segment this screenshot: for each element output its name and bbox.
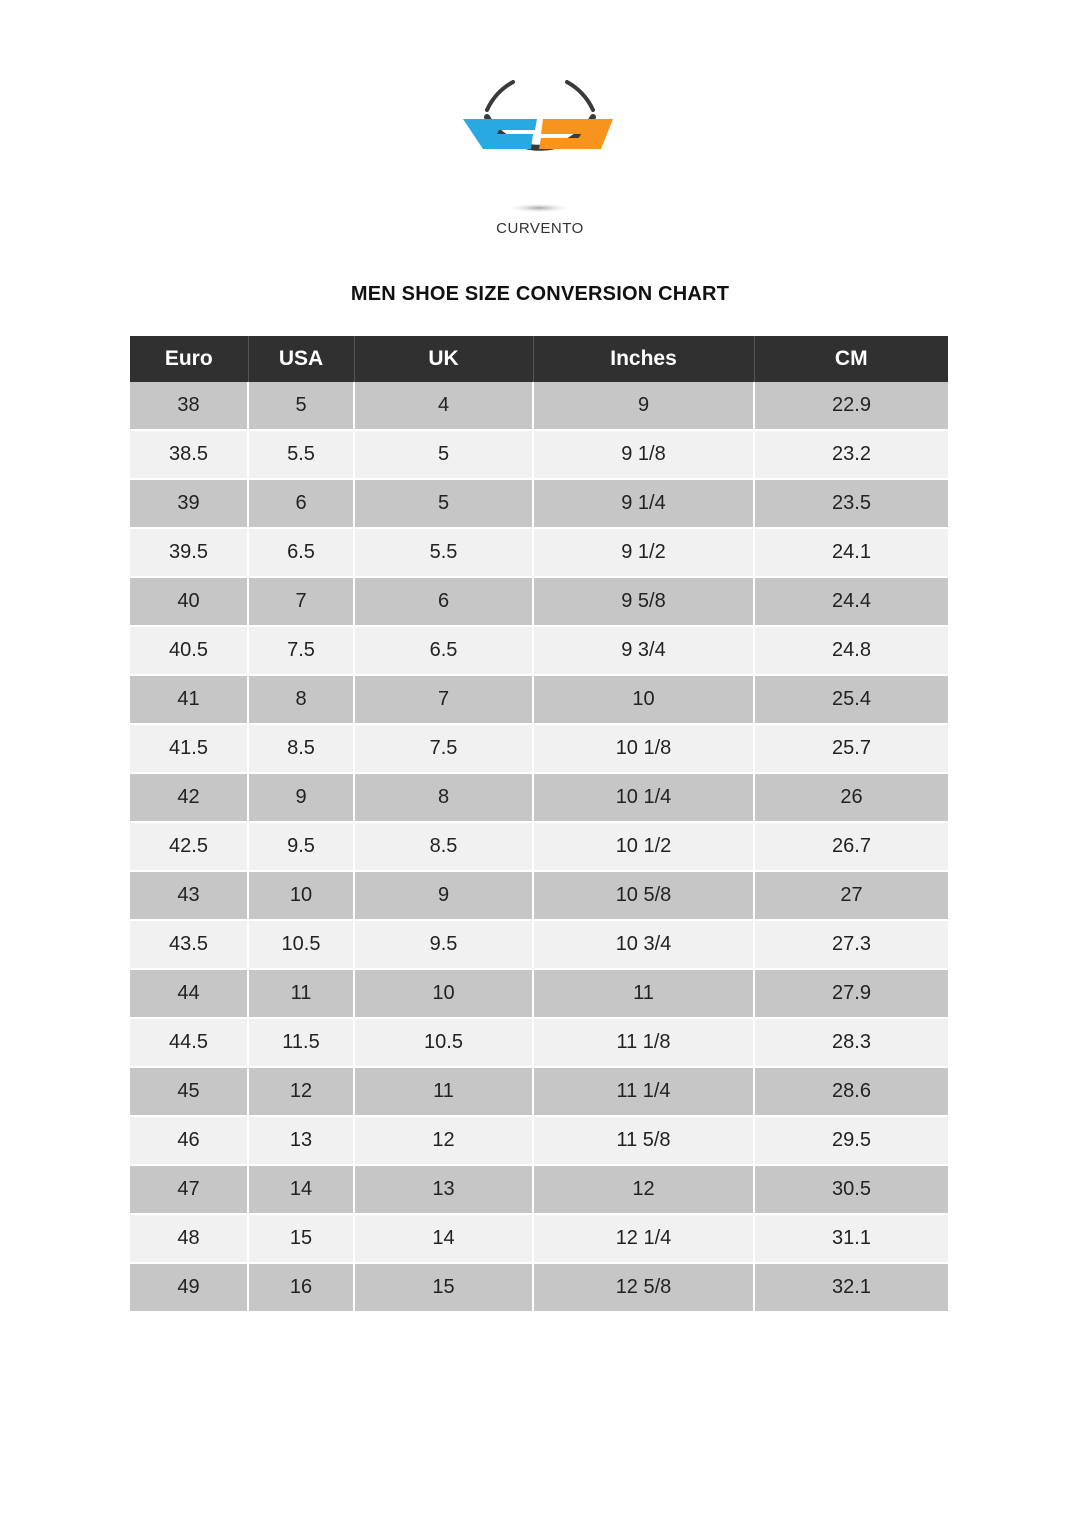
cell-cm: 25.7 bbox=[754, 724, 948, 773]
cell-usa: 16 bbox=[248, 1263, 354, 1312]
size-conversion-table bbox=[130, 336, 948, 1313]
cell-cm: 24.8 bbox=[754, 626, 948, 675]
table-row bbox=[130, 1018, 948, 1067]
table-row bbox=[130, 430, 948, 479]
cell-uk: 5 bbox=[354, 479, 533, 528]
cell-uk: 8.5 bbox=[354, 822, 533, 871]
cell-euro: 48 bbox=[130, 1214, 248, 1263]
cell-uk: 11 bbox=[354, 1067, 533, 1116]
cell-uk: 7 bbox=[354, 675, 533, 724]
cell-uk: 10.5 bbox=[354, 1018, 533, 1067]
cell-euro: 42.5 bbox=[130, 822, 248, 871]
cell-euro: 39.5 bbox=[130, 528, 248, 577]
cell-cm: 22.9 bbox=[754, 382, 948, 430]
cell-usa: 11.5 bbox=[248, 1018, 354, 1067]
cell-uk: 10 bbox=[354, 969, 533, 1018]
cell-inches: 9 bbox=[533, 382, 754, 430]
cell-cm: 23.2 bbox=[754, 430, 948, 479]
cell-euro: 38.5 bbox=[130, 430, 248, 479]
cell-euro: 46 bbox=[130, 1116, 248, 1165]
table-row bbox=[130, 479, 948, 528]
logo-ring-top-right bbox=[567, 82, 593, 110]
table-row bbox=[130, 1165, 948, 1214]
cell-uk: 9 bbox=[354, 871, 533, 920]
cell-usa: 11 bbox=[248, 969, 354, 1018]
header-uk: UK bbox=[354, 336, 533, 382]
cell-usa: 10 bbox=[248, 871, 354, 920]
cell-usa: 13 bbox=[248, 1116, 354, 1165]
page-title: MEN SHOE SIZE CONVERSION CHART bbox=[350, 283, 730, 305]
cell-usa: 12 bbox=[248, 1067, 354, 1116]
cell-euro: 43.5 bbox=[130, 920, 248, 969]
cell-cm: 23.5 bbox=[754, 479, 948, 528]
cell-inches: 11 1/4 bbox=[533, 1067, 754, 1116]
header-euro: Euro bbox=[130, 336, 248, 382]
cell-inches: 11 1/8 bbox=[533, 1018, 754, 1067]
cell-usa: 14 bbox=[248, 1165, 354, 1214]
cell-inches: 9 1/8 bbox=[533, 430, 754, 479]
logo-shadow bbox=[505, 203, 573, 213]
cell-inches: 9 5/8 bbox=[533, 577, 754, 626]
cell-usa: 9.5 bbox=[248, 822, 354, 871]
table-row bbox=[130, 969, 948, 1018]
curvento-logo bbox=[455, 70, 625, 220]
cell-inches: 10 bbox=[533, 675, 754, 724]
table-row bbox=[130, 382, 948, 430]
cell-cm: 26.7 bbox=[754, 822, 948, 871]
cell-uk: 6 bbox=[354, 577, 533, 626]
cell-cm: 24.1 bbox=[754, 528, 948, 577]
cell-inches: 10 3/4 bbox=[533, 920, 754, 969]
cell-euro: 40.5 bbox=[130, 626, 248, 675]
cell-euro: 39 bbox=[130, 479, 248, 528]
cell-euro: 38 bbox=[130, 382, 248, 430]
cell-inches: 9 3/4 bbox=[533, 626, 754, 675]
table-row bbox=[130, 773, 948, 822]
cell-cm: 29.5 bbox=[754, 1116, 948, 1165]
cell-inches: 12 bbox=[533, 1165, 754, 1214]
table-row bbox=[130, 822, 948, 871]
logo-ring-top bbox=[487, 82, 513, 110]
cell-cm: 28.6 bbox=[754, 1067, 948, 1116]
table-row bbox=[130, 1263, 948, 1312]
header-usa: USA bbox=[248, 336, 354, 382]
table-row bbox=[130, 1214, 948, 1263]
table-row bbox=[130, 724, 948, 773]
table-row bbox=[130, 577, 948, 626]
cell-usa: 7.5 bbox=[248, 626, 354, 675]
cell-inches: 10 1/2 bbox=[533, 822, 754, 871]
cell-inches: 11 bbox=[533, 969, 754, 1018]
cell-inches: 10 1/8 bbox=[533, 724, 754, 773]
cell-uk: 15 bbox=[354, 1263, 533, 1312]
table-row bbox=[130, 626, 948, 675]
logo-blue-wing bbox=[463, 119, 537, 149]
cell-euro: 45 bbox=[130, 1067, 248, 1116]
table-row bbox=[130, 528, 948, 577]
cell-usa: 8.5 bbox=[248, 724, 354, 773]
logo-orange-wing bbox=[539, 119, 613, 149]
cell-uk: 8 bbox=[354, 773, 533, 822]
cell-euro: 41 bbox=[130, 675, 248, 724]
table-row bbox=[130, 675, 948, 724]
cell-cm: 25.4 bbox=[754, 675, 948, 724]
cell-cm: 27.3 bbox=[754, 920, 948, 969]
table-row bbox=[130, 871, 948, 920]
cell-uk: 4 bbox=[354, 382, 533, 430]
cell-usa: 9 bbox=[248, 773, 354, 822]
cell-euro: 47 bbox=[130, 1165, 248, 1214]
cell-usa: 6 bbox=[248, 479, 354, 528]
cell-usa: 10.5 bbox=[248, 920, 354, 969]
cell-inches: 12 1/4 bbox=[533, 1214, 754, 1263]
table-row bbox=[130, 920, 948, 969]
cell-euro: 44.5 bbox=[130, 1018, 248, 1067]
cell-inches: 10 1/4 bbox=[533, 773, 754, 822]
cell-inches: 9 1/4 bbox=[533, 479, 754, 528]
cell-usa: 7 bbox=[248, 577, 354, 626]
table-body bbox=[130, 382, 948, 1312]
cell-cm: 27 bbox=[754, 871, 948, 920]
cell-euro: 42 bbox=[130, 773, 248, 822]
cell-inches: 12 5/8 bbox=[533, 1263, 754, 1312]
header-cm: CM bbox=[754, 336, 948, 382]
cell-cm: 30.5 bbox=[754, 1165, 948, 1214]
table-row bbox=[130, 1116, 948, 1165]
cell-euro: 40 bbox=[130, 577, 248, 626]
cell-euro: 49 bbox=[130, 1263, 248, 1312]
cell-inches: 11 5/8 bbox=[533, 1116, 754, 1165]
cell-usa: 15 bbox=[248, 1214, 354, 1263]
cell-usa: 8 bbox=[248, 675, 354, 724]
cell-cm: 32.1 bbox=[754, 1263, 948, 1312]
brand-name: CURVENTO bbox=[496, 220, 584, 237]
cell-usa: 5.5 bbox=[248, 430, 354, 479]
cell-usa: 6.5 bbox=[248, 528, 354, 577]
cell-euro: 44 bbox=[130, 969, 248, 1018]
table-row bbox=[130, 1067, 948, 1116]
cell-cm: 24.4 bbox=[754, 577, 948, 626]
cell-uk: 12 bbox=[354, 1116, 533, 1165]
cell-inches: 9 1/2 bbox=[533, 528, 754, 577]
header-inches: Inches bbox=[533, 336, 754, 382]
cell-cm: 26 bbox=[754, 773, 948, 822]
cell-usa: 5 bbox=[248, 382, 354, 430]
cell-euro: 41.5 bbox=[130, 724, 248, 773]
cell-cm: 28.3 bbox=[754, 1018, 948, 1067]
cell-uk: 6.5 bbox=[354, 626, 533, 675]
cell-inches: 10 5/8 bbox=[533, 871, 754, 920]
cell-uk: 13 bbox=[354, 1165, 533, 1214]
cell-uk: 5.5 bbox=[354, 528, 533, 577]
cell-cm: 31.1 bbox=[754, 1214, 948, 1263]
table-header-row bbox=[130, 336, 948, 382]
cell-euro: 43 bbox=[130, 871, 248, 920]
cell-cm: 27.9 bbox=[754, 969, 948, 1018]
cell-uk: 7.5 bbox=[354, 724, 533, 773]
cell-uk: 14 bbox=[354, 1214, 533, 1263]
cell-uk: 9.5 bbox=[354, 920, 533, 969]
cell-uk: 5 bbox=[354, 430, 533, 479]
